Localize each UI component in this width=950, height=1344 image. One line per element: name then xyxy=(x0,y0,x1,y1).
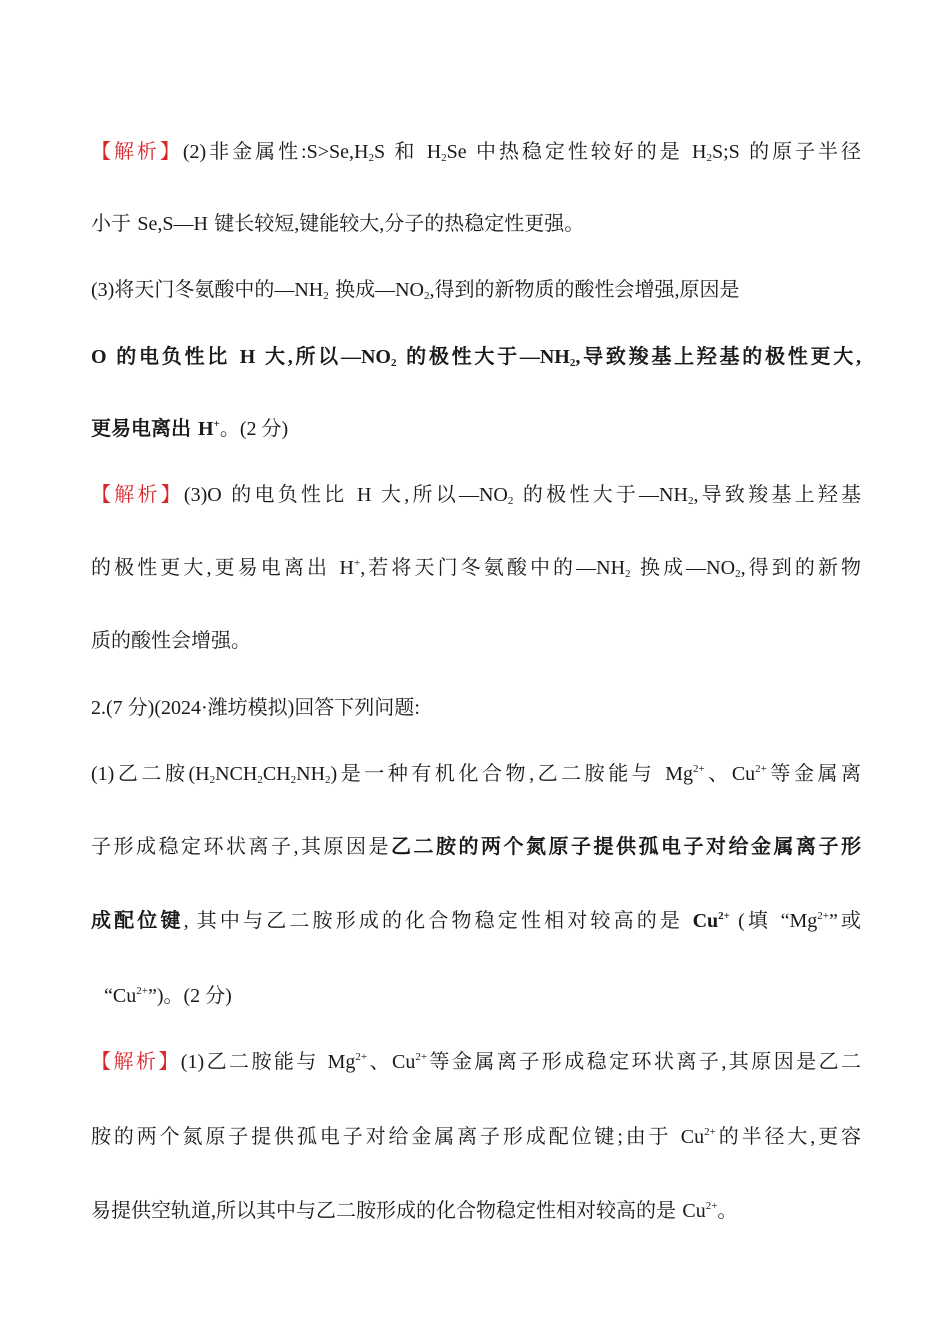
analysis-tag: 【解析】 xyxy=(91,1049,181,1073)
q2-analysis-1-line-1: 【解析】(1)乙二胺能与 $Mg^{2+}$、$Cu^{2+}$等金属离子形成稳定环状离子,其原因是乙二 xyxy=(91,1049,862,1073)
answer-blank-1: 乙二胺的两个氮原子提供孤电子对给金属离子形 xyxy=(391,834,861,858)
part-3-answer-line-1: O 的电负性比 H 大,所以$—NO_2$ 的极性大于$—NH_2$,导致羧基上羟基的极性更大, xyxy=(91,344,862,369)
answer-blank-2: Cu xyxy=(692,910,719,932)
q2-part-1-line-4: “$Cu^{2+}$”)。(2 分) xyxy=(104,983,232,1007)
analysis-2-line-2: 小于 Se,S—H 键长较短,键能较大,分子的热稳定性更强。 xyxy=(91,211,585,235)
analysis-3-line-1: 【解析】(3)O 的电负性比 H 大,所以$—NO_2$ 的极性大于$—NH_2$,导致羧基上羟基 xyxy=(91,482,862,507)
analysis-tag: 【解析】 xyxy=(91,482,184,506)
q2-part-1-line-2: 子形成稳定环状离子,其原因是乙二胺的两个氮原子提供孤电子对给金属离子形 xyxy=(91,834,861,858)
analysis-3-line-3: 质的酸性会增强。 xyxy=(91,628,251,652)
analysis-2-line-1: 【解析】(2)非金属性$:S>Se,H_2S$ 和 $H_2Se$ 中热稳定性较好的是 $H_2S;S$ 的原子半径 xyxy=(91,139,861,164)
q2-analysis-1-line-3: 易提供空轨道,所以其中与乙二胺形成的化合物稳定性相对较高的是 $Cu^{2+}$。 xyxy=(91,1198,738,1222)
score-label: (2 分) xyxy=(239,418,289,440)
q2-analysis-1-line-2: 胺的两个氮原子提供孤电子对给金属离子形成配位键;由于 $Cu^{2+}$的半径大,更容 xyxy=(91,1124,862,1148)
analysis-tag: 【解析】 xyxy=(91,139,183,163)
analysis-3-line-2: 的极性更大,更易电离出 H+,若将天门冬氨酸中的$—NH_2$ 换成$—NO_2$,得到的新物 xyxy=(91,555,862,580)
q2-part-1-line-1: (1)乙二胺$(H_2NCH_2CH_2NH_2)$是一种有机化合物,乙二胺能与 $Mg^{2+}$、$Cu^{2+}$等金属离 xyxy=(91,761,862,786)
part-3-answer-line-2: 更易电离出 H+。(2 分) xyxy=(91,416,289,440)
q2-part-1-line-3: 成配位键, 其中与乙二胺形成的化合物稳定性相对较高的是 $Cu^{2+}$ (填 “$Mg^{2+}$”或 xyxy=(91,908,862,932)
part-3-question: (3)将天门冬氨酸中的$—NH_2$ 换成$—NO_2$,得到的新物质的酸性会增强,原因是 xyxy=(91,277,740,302)
question-2-header: 2.(7 分)(2024·潍坊模拟)回答下列问题: xyxy=(91,695,420,719)
score-label: (2 分) xyxy=(183,985,232,1007)
